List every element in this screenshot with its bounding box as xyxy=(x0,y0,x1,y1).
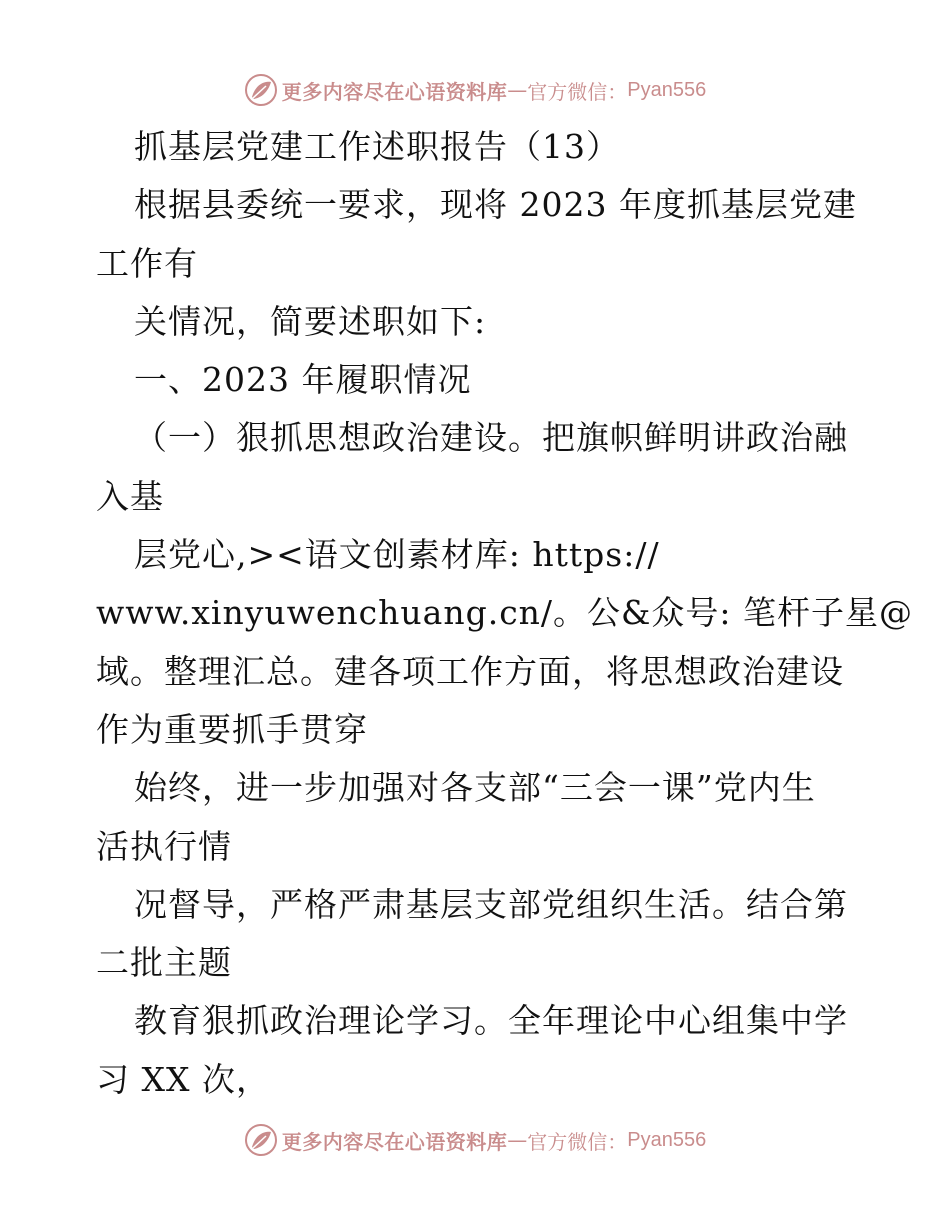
banner-wechat-id: Pyan556 xyxy=(627,78,707,101)
leaf-logo-icon xyxy=(244,1123,278,1157)
paragraph-line: 况督导，严格严肃基层支部党组织生活。结合第 xyxy=(134,884,848,924)
banner-brand-text: 更多内容尽在心语资料库 xyxy=(281,79,508,104)
header-watermark-banner xyxy=(0,70,950,110)
banner-separator: — xyxy=(507,78,528,102)
paragraph-line: 作为重要抓手贯穿 xyxy=(96,709,368,749)
paragraph-line: 域。整理汇总。建各项工作方面，将思想政治建设 xyxy=(96,651,844,691)
paragraph-line: 二批主题 xyxy=(96,943,232,983)
paragraph-line: 关情况，简要述职如下: xyxy=(134,301,487,341)
banner-brand-text: 更多内容尽在心语资料库 xyxy=(281,1129,508,1154)
banner-wechat-id: Pyan556 xyxy=(627,1128,707,1151)
paragraph-line: 习 XX 次， xyxy=(96,1059,270,1099)
footer-watermark-banner xyxy=(0,1120,950,1160)
paragraph-line: （一）狠抓思想政治建设。把旗帜鲜明讲政治融 xyxy=(134,418,848,458)
paragraph-line: 始终，进一步加强对各支部“三会一课”党内生 xyxy=(134,768,816,808)
leaf-logo-icon xyxy=(244,73,278,107)
paragraph-line: 活执行情 xyxy=(96,826,232,866)
paragraph-line: 根据县委统一要求，现将 2023 年度抓基层党建 xyxy=(134,185,857,225)
paragraph-line: 教育狠抓政治理论学习。全年理论中心组集中学 xyxy=(134,1001,848,1041)
banner-separator: — xyxy=(507,1128,528,1152)
paragraph-line: 层党心,><语文创素材库: https:// xyxy=(134,535,660,575)
paragraph-line: 工作有 xyxy=(96,243,198,283)
paragraph-line: 入基 xyxy=(96,476,164,516)
document-body xyxy=(96,118,914,1109)
paragraph-line: www.xinyuwenchuang.cn/。公&众号: 笔杆子星@ xyxy=(96,593,914,633)
banner-wechat-label: 官方微信： xyxy=(527,79,628,104)
section-heading: 一、2023 年履职情况 xyxy=(134,360,472,400)
document-title: 抓基层党建工作述职报告（13） xyxy=(134,127,620,166)
banner-wechat-label: 官方微信： xyxy=(527,1129,628,1154)
